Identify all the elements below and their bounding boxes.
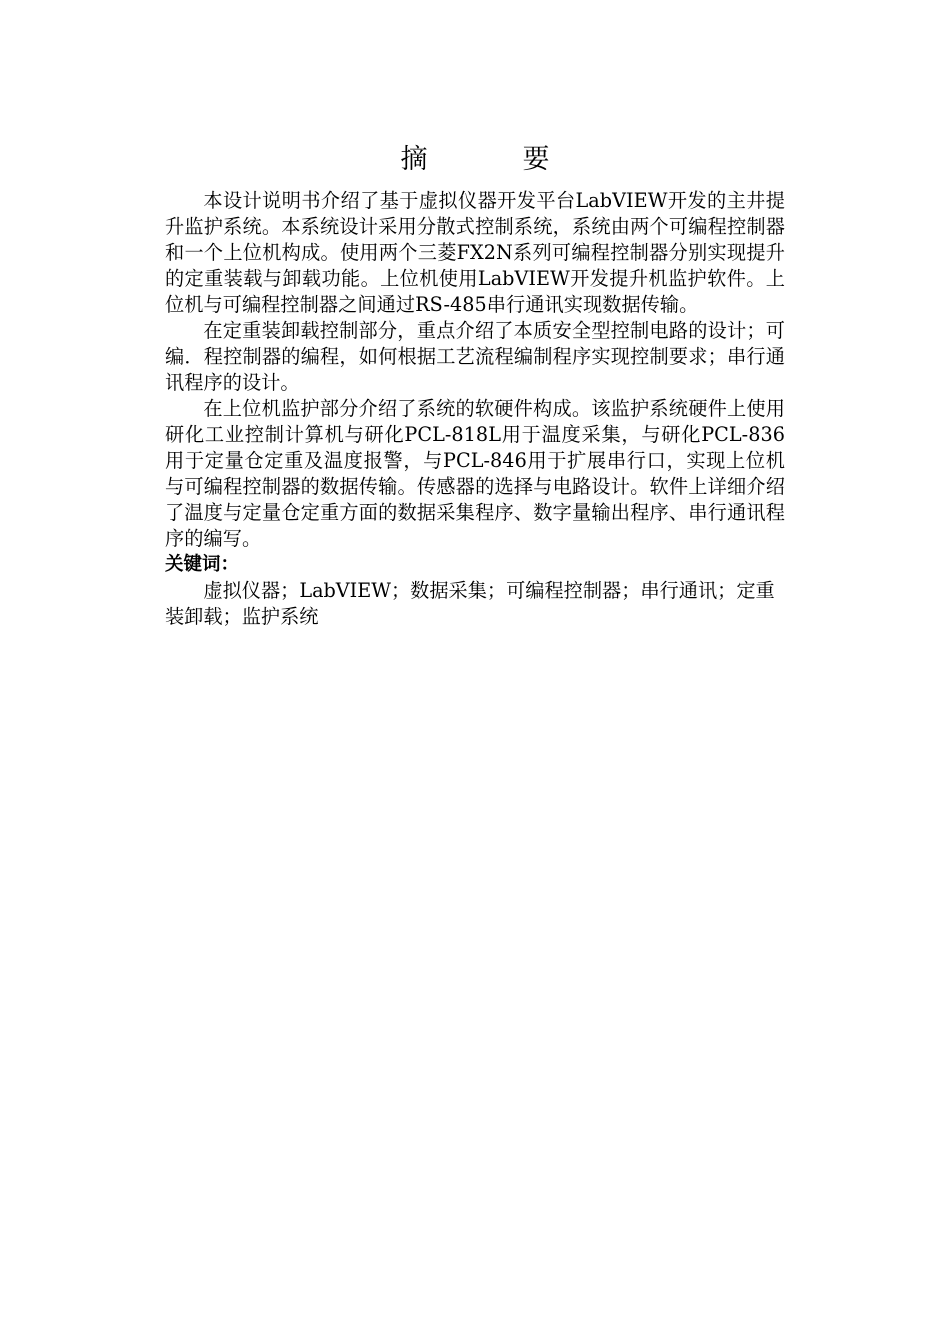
abstract-paragraph-2: 在定重装卸载控制部分，重点介绍了本质安全型控制电路的设计；可编．程控制器的编程，如何根据工艺流程编制程序实现控制要求；串行通讯程序的设计。 (165, 319, 785, 394)
keywords-text: 虚拟仪器；LabVIEW；数据采集；可编程控制器；串行通讯；定重装卸载；监护系统 (165, 579, 775, 628)
keywords-heading: 关键词： (165, 554, 240, 575)
page-title: 摘 要 (400, 144, 593, 175)
abstract-paragraph-3: 在上位机监护部分介绍了系统的软硬件构成。该监护系统硬件上使用研化工业控制计算机与研化PCL-818L用于温度采集，与研化PCL-836用于定量仓定重及温度报警，与PCL-846用于扩展串行口，实现上位机与可编程控制器的数据传输。传感器的选择与电路设计。软件上详细介绍了温度与定量仓定重方面的数据采集程序、数字量输出程序、串行通讯程序的编写。 (165, 397, 785, 550)
abstract-paragraph-1: 本设计说明书介绍了基于虚拟仪器开发平台LabVIEW开发的主井提升监护系统。本系统设计采用分散式控制系统，系统由两个可编程控制器和一个上位机构成。使用两个三菱FX2N系列可编程控制器分别实现提升的定重装载与卸载功能。上位机使用LabVIEW开发提升机监护软件。上位机与可编程控制器之间通过RS-485串行通讯实现数据传输。 (165, 189, 785, 316)
abstract-body (165, 188, 785, 630)
